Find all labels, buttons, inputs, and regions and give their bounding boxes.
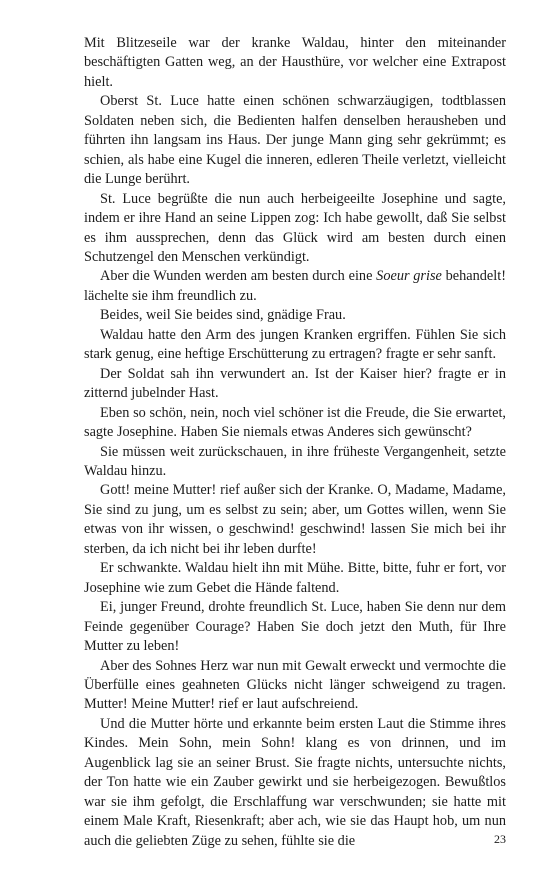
paragraph-3: St. Luce begrüßte die nun auch herbeigeeilte Josephine und sagte, indem er ihre Hand an seine Lippen zog: Ich habe gewollt, daß Sie selbst es ihm aussprechen, denn das Glück wird am besten durch einen Schutzengel den Menschen verkündigt. [84, 190, 506, 265]
paragraph-4-text-before: Aber die Wunden werden am besten durch eine [100, 268, 377, 285]
body-text [84, 34, 506, 851]
paragraph-2: Oberst St. Luce hatte einen schönen schwarzäugigen, todtblassen Soldaten neben sich, die Bedienten halfen denselben herausheben und führten ihn langsam ins Haus. Der junge Mann ging sehr gekrümmt; es schien, als habe eine Kugel die inneren, edleren Theile verletzt, vielleicht die Lunge berührt. [84, 93, 506, 188]
paragraph-4 [84, 267, 506, 306]
paragraph-6: Waldau hatte den Arm des jungen Kranken ergriffen. Fühlen Sie sich stark genug, eine heftige Erschütterung zu ertragen? fragte er sehr sanft. [84, 326, 506, 363]
paragraph-7: Der Soldat sah ihn verwundert an. Ist der Kaiser hier? fragte er in zitternd jubelnder Hast. [84, 365, 506, 402]
paragraph-14: Und die Mutter hörte und erkannte beim ersten Laut die Stimme ihres Kindes. Mein Sohn, mein Sohn! klang es von drinnen, und im Augenblick lag sie an seiner Brust. Sie fragte nichts, untersuchte nichts, der Ton hatte wie ein Zauber gewirkt und sie herbeigezogen. Bewußtlos war sie ihm gefolgt, die Erschlaffung war verschwunden; sie hatte mit einem Male Kraft, Riesenkraft; aber ach, wie sie das Haupt hob, um nun auch die geliebten Züge zu sehen, fühlte sie die [84, 715, 506, 849]
paragraph-13: Aber des Sohnes Herz war nun mit Gewalt erweckt und vermochte die Überfülle eines geahneten Glücks nicht länger schweigend zu tragen. Mutter! Meine Mutter! rief er laut aufschreiend. [84, 657, 506, 713]
paragraph-11: Er schwankte. Waldau hielt ihn mit Mühe. Bitte, bitte, fuhr er fort, vor Josephine wie zum Gebet die Hände faltend. [84, 560, 506, 596]
paragraph-5: Beides, weil Sie beides sind, gnädige Frau. [100, 307, 346, 324]
paragraph-9: Sie müssen weit zurückschauen, in ihre früheste Vergangenheit, setzte Waldau hinzu. [84, 443, 506, 479]
soeur-grise-emphasis: Soeur grise [376, 268, 442, 285]
paragraph-1: Mit Blitzeseile war der kranke Waldau, hinter den miteinander beschäftigten Gatten weg, an der Hausthüre, vor welcher eine Extrapost hielt. [84, 35, 506, 90]
paragraph-8: Eben so schön, nein, noch viel schöner ist die Freude, die Sie erwartet, sagte Josephine. Haben Sie niemals etwas Anderes sich gewünscht? [84, 404, 506, 441]
paragraph-4-text-after: behandelt! lächelte sie ihm freundlich zu. [84, 268, 506, 304]
paragraph-12: Ei, junger Freund, drohte freundlich St. Luce, haben Sie denn nur dem Feinde gegenüber Courage? Haben Sie doch jetzt den Muth, für Ihre Mutter zu leben! [84, 599, 506, 655]
paragraph-10: Gott! meine Mutter! rief außer sich der Kranke. O, Madame, Madame, Sie sind zu jung, um es selbst zu sein; aber, um Gottes willen, wenn Sie etwas von ihr wissen, o geschwind! geschwind! lassen Sie mich bei ihr sterben, da ich nicht bei ihr leben durfte! [84, 482, 506, 557]
page-number: 23 [494, 832, 506, 846]
